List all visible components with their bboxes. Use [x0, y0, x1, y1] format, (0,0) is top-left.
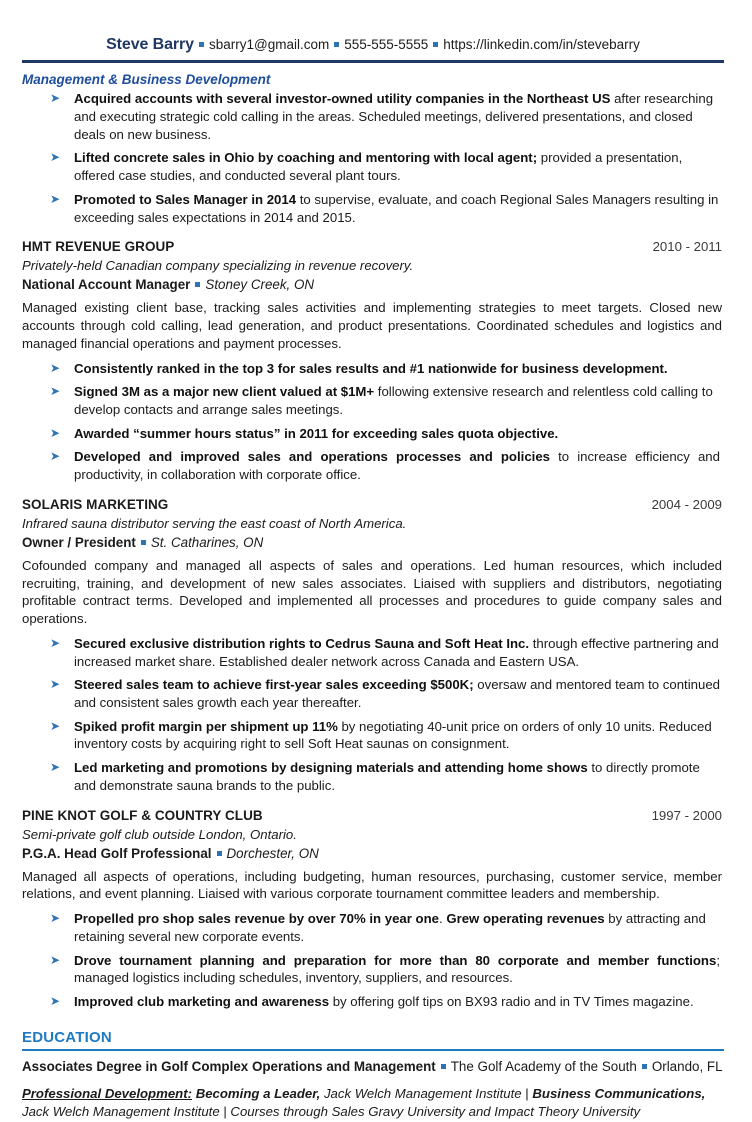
bullet-rest-text: provided a presentation, offered case studies, and conducted several plant tours.	[74, 150, 683, 184]
education-divider	[22, 1049, 724, 1051]
pd-label: Professional Development:	[22, 1085, 193, 1101]
list-item	[22, 676, 724, 711]
degree-name: Associates Degree in Golf Complex Operations and Management	[22, 1058, 436, 1074]
arrow-bullet-icon: ➤	[50, 150, 61, 165]
job-bullet-list	[22, 910, 724, 1010]
bullet-rest-text: ; managed logistics including schedules, inventory, suppliers, and resources.	[74, 952, 720, 986]
school-location: Orlando, FL	[651, 1058, 723, 1074]
bullet-rest-text: by negotiating 40-unit price on orders of only 10 units. Reduced inventory costs by acquiring right to sell Soft Heat saunas on consignment.	[74, 718, 712, 752]
arrow-bullet-icon: ➤	[50, 425, 61, 440]
job-entry	[22, 497, 724, 795]
separator-square-icon	[141, 540, 146, 545]
bullet-rest-text: after researching and executing strategic cold calling in the areas. Scheduled meetings, delivered presentations, and closed deals on new business.	[74, 91, 714, 142]
company-blurb: Privately-held Canadian company specializing in revenue recovery.	[22, 258, 414, 274]
arrow-bullet-icon: ➤	[50, 760, 61, 775]
bullet-rest-text: to directly promote and demonstrate sauna brands to the public.	[74, 760, 700, 793]
list-item	[22, 383, 724, 418]
list-item	[22, 425, 724, 443]
education-degree-row	[22, 1059, 724, 1074]
role-title: P.G.A. Head Golf Professional	[22, 845, 212, 861]
bullet-mid-text: .	[439, 911, 447, 927]
bullet-bold-text-2: Grew operating revenues	[446, 911, 605, 927]
list-item	[22, 360, 724, 378]
bullet-bold-text: Led marketing and promotions by designing materials and attending home shows	[74, 760, 588, 776]
company-name: HMT REVENUE GROUP	[22, 239, 175, 255]
separator-square-icon	[642, 1064, 647, 1069]
phone-text: 555-555-5555	[344, 37, 429, 52]
job-paragraph: Cofounded company and managed all aspects of sales and operations. Led human resources, which included recruiting, training, and development of new sales associates. Liaised with suppliers and distributors, negotiating profitable contract terms. Developed and implemented all processes and procedures to guide company sales and operations.	[22, 557, 722, 627]
bullet-bold-text: Spiked profit margin per shipment up 11%	[74, 718, 338, 734]
role-title: Owner / President	[22, 534, 136, 550]
company-name: SOLARIS MARKETING	[22, 496, 169, 512]
job-dates: 2010 - 2011	[652, 239, 722, 255]
job-paragraph: Managed existing client base, tracking sales activities and implementing strategies to meet targets. Closed new accounts through cold calling, lead generation, and product presentations. Coordinated schedules and logistics and managed financial operations and payment processes.	[22, 300, 722, 351]
job-bullet-list	[22, 635, 724, 795]
list-item	[22, 635, 724, 670]
bullet-bold-text: Developed and improved sales and operations processes and policies	[74, 449, 550, 465]
bullet-bold-text: Secured exclusive distribution rights to Cedrus Sauna and Soft Heat Inc.	[74, 636, 530, 652]
job-location: Dorchester, ON	[226, 845, 319, 861]
job-location: St. Catharines, ON	[150, 534, 264, 550]
professional-development-row	[22, 1085, 724, 1122]
pd-institute-2: Jack Welch Management Institute	[22, 1104, 224, 1120]
list-item	[22, 910, 724, 945]
arrow-bullet-icon: ➤	[50, 191, 61, 206]
school-name: The Golf Academy of the South	[450, 1058, 637, 1074]
list-item	[22, 993, 724, 1011]
bullet-bold-text: Steered sales team to achieve first-year sales exceeding $500K;	[74, 677, 474, 693]
pd-pipe-1: |	[525, 1085, 533, 1101]
separator-square-icon	[217, 851, 222, 856]
bullet-rest-text: by offering golf tips on BX93 radio and in TV Times magazine.	[329, 993, 694, 1009]
arrow-bullet-icon: ➤	[50, 993, 61, 1008]
separator-square-icon	[195, 282, 200, 287]
email-text: sbarry1@gmail.com	[208, 37, 330, 52]
bullet-bold-text: Improved club marketing and awareness	[74, 993, 330, 1009]
arrow-bullet-icon: ➤	[50, 636, 61, 651]
arrow-bullet-icon: ➤	[50, 952, 61, 967]
arrow-bullet-icon: ➤	[50, 911, 61, 926]
separator-square-icon	[334, 42, 339, 47]
role-title: National Account Manager	[22, 277, 191, 293]
separator-square-icon	[433, 42, 438, 47]
job-entry	[22, 239, 724, 484]
list-item	[22, 952, 724, 987]
bullet-rest-text: to increase efficiency and productivity, in collaboration with corporate office.	[74, 449, 720, 483]
job-header-row	[22, 497, 724, 512]
pd-pipe-2: |	[223, 1104, 231, 1120]
contact-header	[22, 36, 724, 57]
education-section	[22, 1029, 724, 1122]
pd-course-2: Business Communications,	[532, 1085, 706, 1101]
bullet-rest-text: to supervise, evaluate, and coach Regional Sales Managers resulting in exceeding sales expectations in 2014 and 2015.	[74, 191, 719, 225]
arrow-bullet-icon: ➤	[50, 449, 61, 464]
list-item	[22, 718, 724, 753]
arrow-bullet-icon: ➤	[50, 91, 61, 106]
bullet-rest-text: following extensive research and relentless cold calling to develop contacts and arrange sales meetings.	[74, 384, 713, 418]
list-item	[22, 759, 724, 794]
header-divider	[22, 60, 724, 63]
pd-institute-1: Jack Welch Management Institute	[320, 1085, 526, 1101]
bullet-bold-text: Promoted to Sales Manager in 2014	[74, 191, 297, 207]
candidate-name: Steve Barry	[106, 36, 194, 53]
bullet-bold-text: Signed 3M as a major new client valued at $1M+	[74, 384, 375, 400]
job-header-row	[22, 808, 724, 823]
job-dates: 2004 - 2009	[651, 496, 722, 512]
pd-rest: Courses through Sales Gravy University and Impact Theory University	[230, 1104, 641, 1120]
company-blurb: Infrared sauna distributor serving the east coast of North America.	[22, 515, 407, 531]
separator-square-icon	[199, 42, 204, 47]
separator-square-icon	[441, 1064, 446, 1069]
job-role-row	[22, 846, 724, 861]
bullet-rest-text: through effective partnering and increased market share. Established dealer network across Canada and Eastern USA.	[74, 636, 719, 669]
arrow-bullet-icon: ➤	[50, 384, 61, 399]
list-item	[22, 90, 724, 143]
job-header-row	[22, 239, 724, 254]
company-blurb: Semi-private golf club outside London, Ontario.	[22, 826, 297, 842]
pd-course-1: Becoming a Leader,	[195, 1085, 321, 1101]
list-item	[22, 149, 724, 184]
company-name: PINE KNOT GOLF & COUNTRY CLUB	[22, 807, 263, 823]
job-location: Stoney Creek, ON	[205, 277, 315, 293]
arrow-bullet-icon: ➤	[50, 677, 61, 692]
arrow-bullet-icon: ➤	[50, 718, 61, 733]
section-title-education: EDUCATION	[22, 1028, 112, 1046]
continued-bullet-list	[22, 90, 724, 226]
job-paragraph: Managed all aspects of operations, including budgeting, human resources, purchasing, customer service, member relations, and event planning. Liaised with various corporate tournament committee leaders and membership.	[22, 868, 722, 902]
list-item	[22, 191, 724, 226]
bullet-bold-text: Lifted concrete sales in Ohio by coaching and mentoring with local agent;	[74, 150, 538, 166]
job-entry	[22, 808, 724, 1011]
job-bullet-list	[22, 360, 724, 484]
job-role-row	[22, 277, 724, 292]
linkedin-link[interactable]: https://linkedin.com/in/stevebarry	[443, 37, 640, 52]
bullet-bold-text: Propelled pro shop sales revenue by over 70% in year one	[74, 911, 439, 927]
bullet-rest-text: oversaw and mentored team to continued and consistent sales growth each year thereafter.	[74, 677, 720, 711]
job-dates: 1997 - 2000	[651, 807, 722, 823]
bullet-rest-text: by attracting and retaining several new corporate events.	[74, 911, 706, 944]
arrow-bullet-icon: ➤	[50, 360, 61, 375]
bullet-bold-text: Acquired accounts with several investor-owned utility companies in the Northeast US	[74, 91, 611, 107]
bullet-bold-text: Consistently ranked in the top 3 for sales results and #1 nationwide for business development.	[74, 360, 668, 376]
job-role-row	[22, 535, 724, 550]
subsection-heading: Management & Business Development	[22, 72, 271, 88]
bullet-bold-text: Drove tournament planning and preparation for more than 80 corporate and member functions	[74, 952, 717, 968]
bullet-bold-text: Awarded “summer hours status” in 2011 for exceeding sales quota objective.	[74, 425, 559, 441]
list-item	[22, 448, 724, 483]
